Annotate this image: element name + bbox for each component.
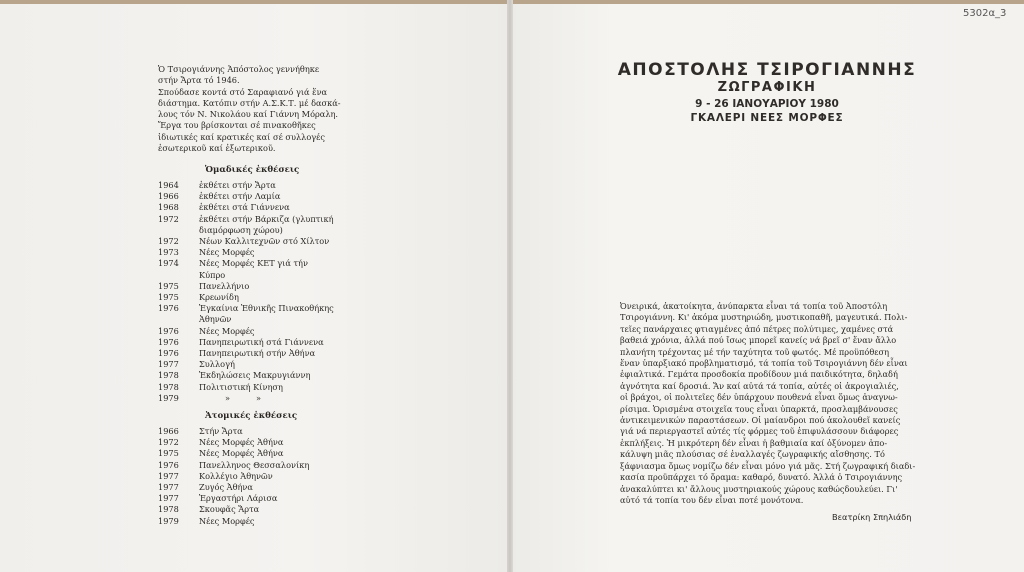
essay-line: πλανήτη τρέχοντας μέ τήν ταχύτητα τοῦ φωτός. Μέ προϋπόθεση (620, 346, 889, 357)
list-item (158, 471, 309, 482)
list-item (158, 504, 309, 515)
essay-line: οἱ βράχοι, οἱ πολιτεῖες δέν ὑπάρχουν πουθενά εἶναι ὅμως ἀναγνω- (620, 392, 898, 403)
exhibition-year: 1975 (158, 448, 179, 459)
list-item (158, 516, 309, 527)
exhibition-year: 1966 (158, 191, 179, 202)
essay-line: ἐφιαλτικά. Γεμάτα προσδοκία προδίδουν μιά παιδικότητα, δηλαδή (620, 369, 898, 380)
list-item (158, 437, 309, 448)
exhibition-title: Πανηπειρωτική στήν Ἀθήνα (199, 348, 316, 359)
exhibition-title: Νέες Μορφές Ἀθήνα (199, 437, 284, 448)
exhibition-year: 1972 (158, 236, 179, 247)
group-exhibitions-heading: Ὁμαδικές ἐκθέσεις (205, 165, 300, 175)
exhibition-dates: 9 - 26 ΙΑΝΟΥΑΡΙΟΥ 1980 (695, 98, 839, 110)
exhibition-year: 1966 (158, 426, 179, 436)
list-item (158, 448, 309, 459)
exhibition-title: Ἐγκαίνια Ἐθνικῆς Πινακοθήκης (199, 303, 334, 314)
essay-line: ξάφνιασμα ὅμως νομίζω δέν εἶναι μόνο γιά μᾶς. Στή ζωγραφική διαδι- (620, 460, 916, 471)
exhibition-title: Συλλογή (199, 359, 235, 370)
exhibition-year: 1964 (158, 180, 179, 190)
exhibition-title: Κολλέγιο Ἀθηνῶν (199, 470, 273, 481)
exhibition-title: Σκουφᾶς Ἄρτα (199, 504, 260, 515)
exhibition-year: 1973 (158, 247, 179, 258)
exhibition-year: 1975 (158, 292, 179, 303)
exhibition-year: 1978 (158, 381, 179, 392)
list-item (158, 314, 334, 325)
exhibition-title: Νέες Μορφές Ἀθήνα (199, 448, 284, 459)
exhibition-year (158, 270, 199, 281)
list-item (158, 337, 334, 348)
essay-line: κασία προϋπάρχει τό ὅραμα: καθαρό, δυνατό. Ἀλλά ὁ Τσιρογιάννης (620, 472, 903, 483)
bio-line: Ἔργα του βρίσκονται σέ πινακοθῆκες (158, 120, 316, 131)
exhibition-title: Ζυγός Ἀθήνα (199, 482, 253, 493)
list-item (158, 202, 334, 213)
list-item (158, 493, 309, 504)
exhibition-title: ἐκθέτει στήν Ἄρτα (199, 180, 276, 190)
essay-line: τεῖες πανάρχαιες φτιαγμένες ἀπό πέτρες πολύτιμες, χαμένες στά (620, 323, 894, 334)
exhibition-title: Ἀθηνῶν (199, 314, 232, 325)
exhibition-title: Νέες Μορφές (199, 325, 255, 336)
list-item (158, 214, 334, 225)
list-item (158, 370, 334, 381)
exhibition-title: ἐκθέτει στά Γιάννενα (199, 202, 290, 213)
essay-line: ρίσιμα. Ὁρισμένα στοιχεῖα τους εἶναι ὑπαρκτά, προσλαμβάνουσες (620, 403, 898, 414)
exhibition-title: Πολιτιστική Κίνηση (199, 381, 283, 392)
list-item (158, 426, 309, 437)
bio-line: διάστημα. Κατόπιν στήν Α.Σ.Κ.Τ. μέ δασκά- (158, 97, 341, 108)
exhibition-title: Κρεωνίδη (199, 292, 239, 303)
exhibition-title: Πανελλήνιο (199, 280, 250, 291)
list-item (158, 382, 334, 393)
list-item (158, 482, 309, 493)
list-item (158, 191, 334, 202)
essay-line: βαθειά χρόνια, ἀλλά πού ἴσως μπορεῖ κανείς νά βρεῖ σ' ἕναν ἄλλο (620, 335, 897, 346)
list-item (158, 258, 334, 269)
list-item (158, 270, 334, 281)
list-item (158, 460, 309, 471)
list-item (158, 393, 334, 404)
essay-line: αὐτό τά τοπία του δέν εἶναι ποτέ μονότονα. (620, 494, 804, 505)
group-exhibitions-list (158, 180, 334, 404)
solo-exhibitions-list (158, 426, 309, 527)
artist-name-title: ΑΠΟΣΤΟΛΗΣ ΤΣΙΡΟΓΙΑΝΝΗΣ (617, 60, 917, 80)
essay-line: ἀγνότητα καί δροσιά. Ἄν καί αὐτά τά τοπία, αὐτές οἱ ἀκρογιαλιές, (620, 380, 899, 391)
exhibition-year: 1977 (158, 359, 179, 370)
exhibition-title: ἐκθέτει στήν Βάρκιζα (γλυπτική (199, 213, 334, 224)
artist-biography (158, 64, 348, 154)
exhibition-year: 1972 (158, 437, 179, 448)
solo-exhibitions-heading: Ἀτομικές ἐκθέσεις (205, 411, 298, 421)
gallery-name: ΓΚΑΛΕΡΙ ΝΕΕΣ ΜΟΡΦΕΣ (690, 112, 844, 124)
list-item (158, 292, 334, 303)
exhibition-year: 1976 (158, 459, 179, 470)
list-item (158, 236, 334, 247)
exhibition-title: Πανηπειρωτική στά Γιάννενα (199, 336, 324, 347)
exhibition-year: 1977 (158, 482, 179, 493)
exhibition-year: 1977 (158, 493, 179, 504)
exhibition-title: Νέες Μορφές ΚΕΤ γιά τήν (199, 258, 308, 269)
essay-line: Τσιρογιάννη. Κι' ἀκόμα μυστηριώδη, μυστικοπαθῆ, μαγευτικά. Πολι- (620, 312, 908, 323)
exhibition-year: 1975 (158, 280, 179, 291)
exhibition-title: Ἐργαστήρι Λάρισα (199, 493, 278, 504)
exhibition-year (158, 225, 199, 236)
essay-line: ἀντικειμενικών παραστάσεων. Οἱ μαίανδροι πού ἀκολουθεῖ κανείς (620, 415, 901, 426)
exhibition-year: 1978 (158, 504, 179, 515)
bio-line: λους τόν Ν. Νικολάου καί Γιάννη Μόραλη. (158, 109, 339, 120)
list-item (158, 303, 334, 314)
center-fold (507, 0, 513, 572)
exhibition-title: Νέες Μορφές (199, 515, 255, 526)
list-item (158, 359, 334, 370)
bio-line: Ὁ Τσιρογιάννης Ἀπόστολος γεννήθηκε (158, 64, 320, 74)
essay-line: γιά νά περιεργαστεῖ αὐτές τίς φόρμες τοῦ ἐπιφυλάσσουν διάφορες (620, 426, 899, 437)
list-item (158, 225, 334, 236)
exhibition-year: 1976 (158, 303, 179, 314)
list-item (158, 180, 334, 191)
exhibition-year: 1979 (158, 392, 179, 403)
exhibition-year: 1968 (158, 202, 179, 213)
list-item (158, 247, 334, 258)
essay-line: ἀνακαλύπτει κι' ἄλλους μυστηριακούς χώρους καθώςδουλεύει. Γι' (620, 483, 898, 494)
exhibition-title: διαμόρφωση χώρου) (199, 224, 283, 235)
list-item (158, 348, 334, 359)
exhibition-title: Κύπρο (199, 269, 226, 280)
exhibition-title: Στήν Ἄρτα (199, 426, 243, 436)
exhibition-title: Νέες Μορφές (199, 247, 255, 258)
bio-line: Σπούδασε κοντά στό Σαραφιανό γιά ἕνα (158, 86, 328, 97)
archive-number: 5302α_3 (963, 8, 1007, 19)
essay-line: ἐκπλήξεις. Ἡ μικρότερη δέν εἶναι ἡ βαθμιαία καί ὀξύνομεν ἀπο- (620, 437, 888, 448)
bio-line: ἐσωτερικοῦ καί ἐξωτερικοῦ. (158, 143, 276, 154)
bio-line: ἰδιωτικές καί κρατικές καί σέ συλλογές (158, 131, 326, 142)
list-item (158, 281, 334, 292)
exhibition-title: ἐκθέτει στήν Λαμία (199, 191, 281, 202)
exhibition-year (158, 314, 199, 325)
list-item (158, 326, 334, 337)
exhibition-year: 1972 (158, 213, 179, 224)
exhibition-title: Πανελληνος Θεσσαλονίκη (199, 459, 310, 470)
critic-essay (620, 301, 920, 506)
exhibition-year: 1978 (158, 370, 179, 381)
exhibition-title: Ἐκδηλώσεις Μακρυγιάννη (199, 370, 311, 381)
exhibition-title: Νέων Καλλιτεχνῶν στό Χίλτον (199, 236, 330, 247)
exhibition-year: 1977 (158, 470, 179, 481)
essay-line: Ὀνειρικά, ἀκατοίκητα, ἀνύπαρκτα εἶναι τά τοπία τοῦ Ἀποστόλη (620, 301, 888, 311)
exhibition-year: 1976 (158, 325, 179, 336)
exhibition-title: » » (199, 392, 262, 403)
exhibition-year: 1976 (158, 348, 179, 359)
exhibition-year: 1976 (158, 336, 179, 347)
exhibition-year: 1974 (158, 258, 179, 269)
essay-line: ἕναν ὑπαρξιακό προβληματισμό, τά τοπία τοῦ Τσιρογιάννη δέν εἶναι (620, 358, 908, 369)
essay-author: Βεατρίκη Σπηλιάδη (832, 512, 912, 522)
exhibition-subtitle: ΖΩΓΡΑΦΙΚΗ (717, 80, 817, 95)
essay-line: κάλυψη μιᾶς πλούσιας σέ ἐναλλαγές ζωγραφικής αἴσθησης. Τό (620, 449, 885, 460)
exhibition-year: 1979 (158, 515, 179, 526)
bio-line: στήν Ἄρτα τό 1946. (158, 75, 240, 86)
